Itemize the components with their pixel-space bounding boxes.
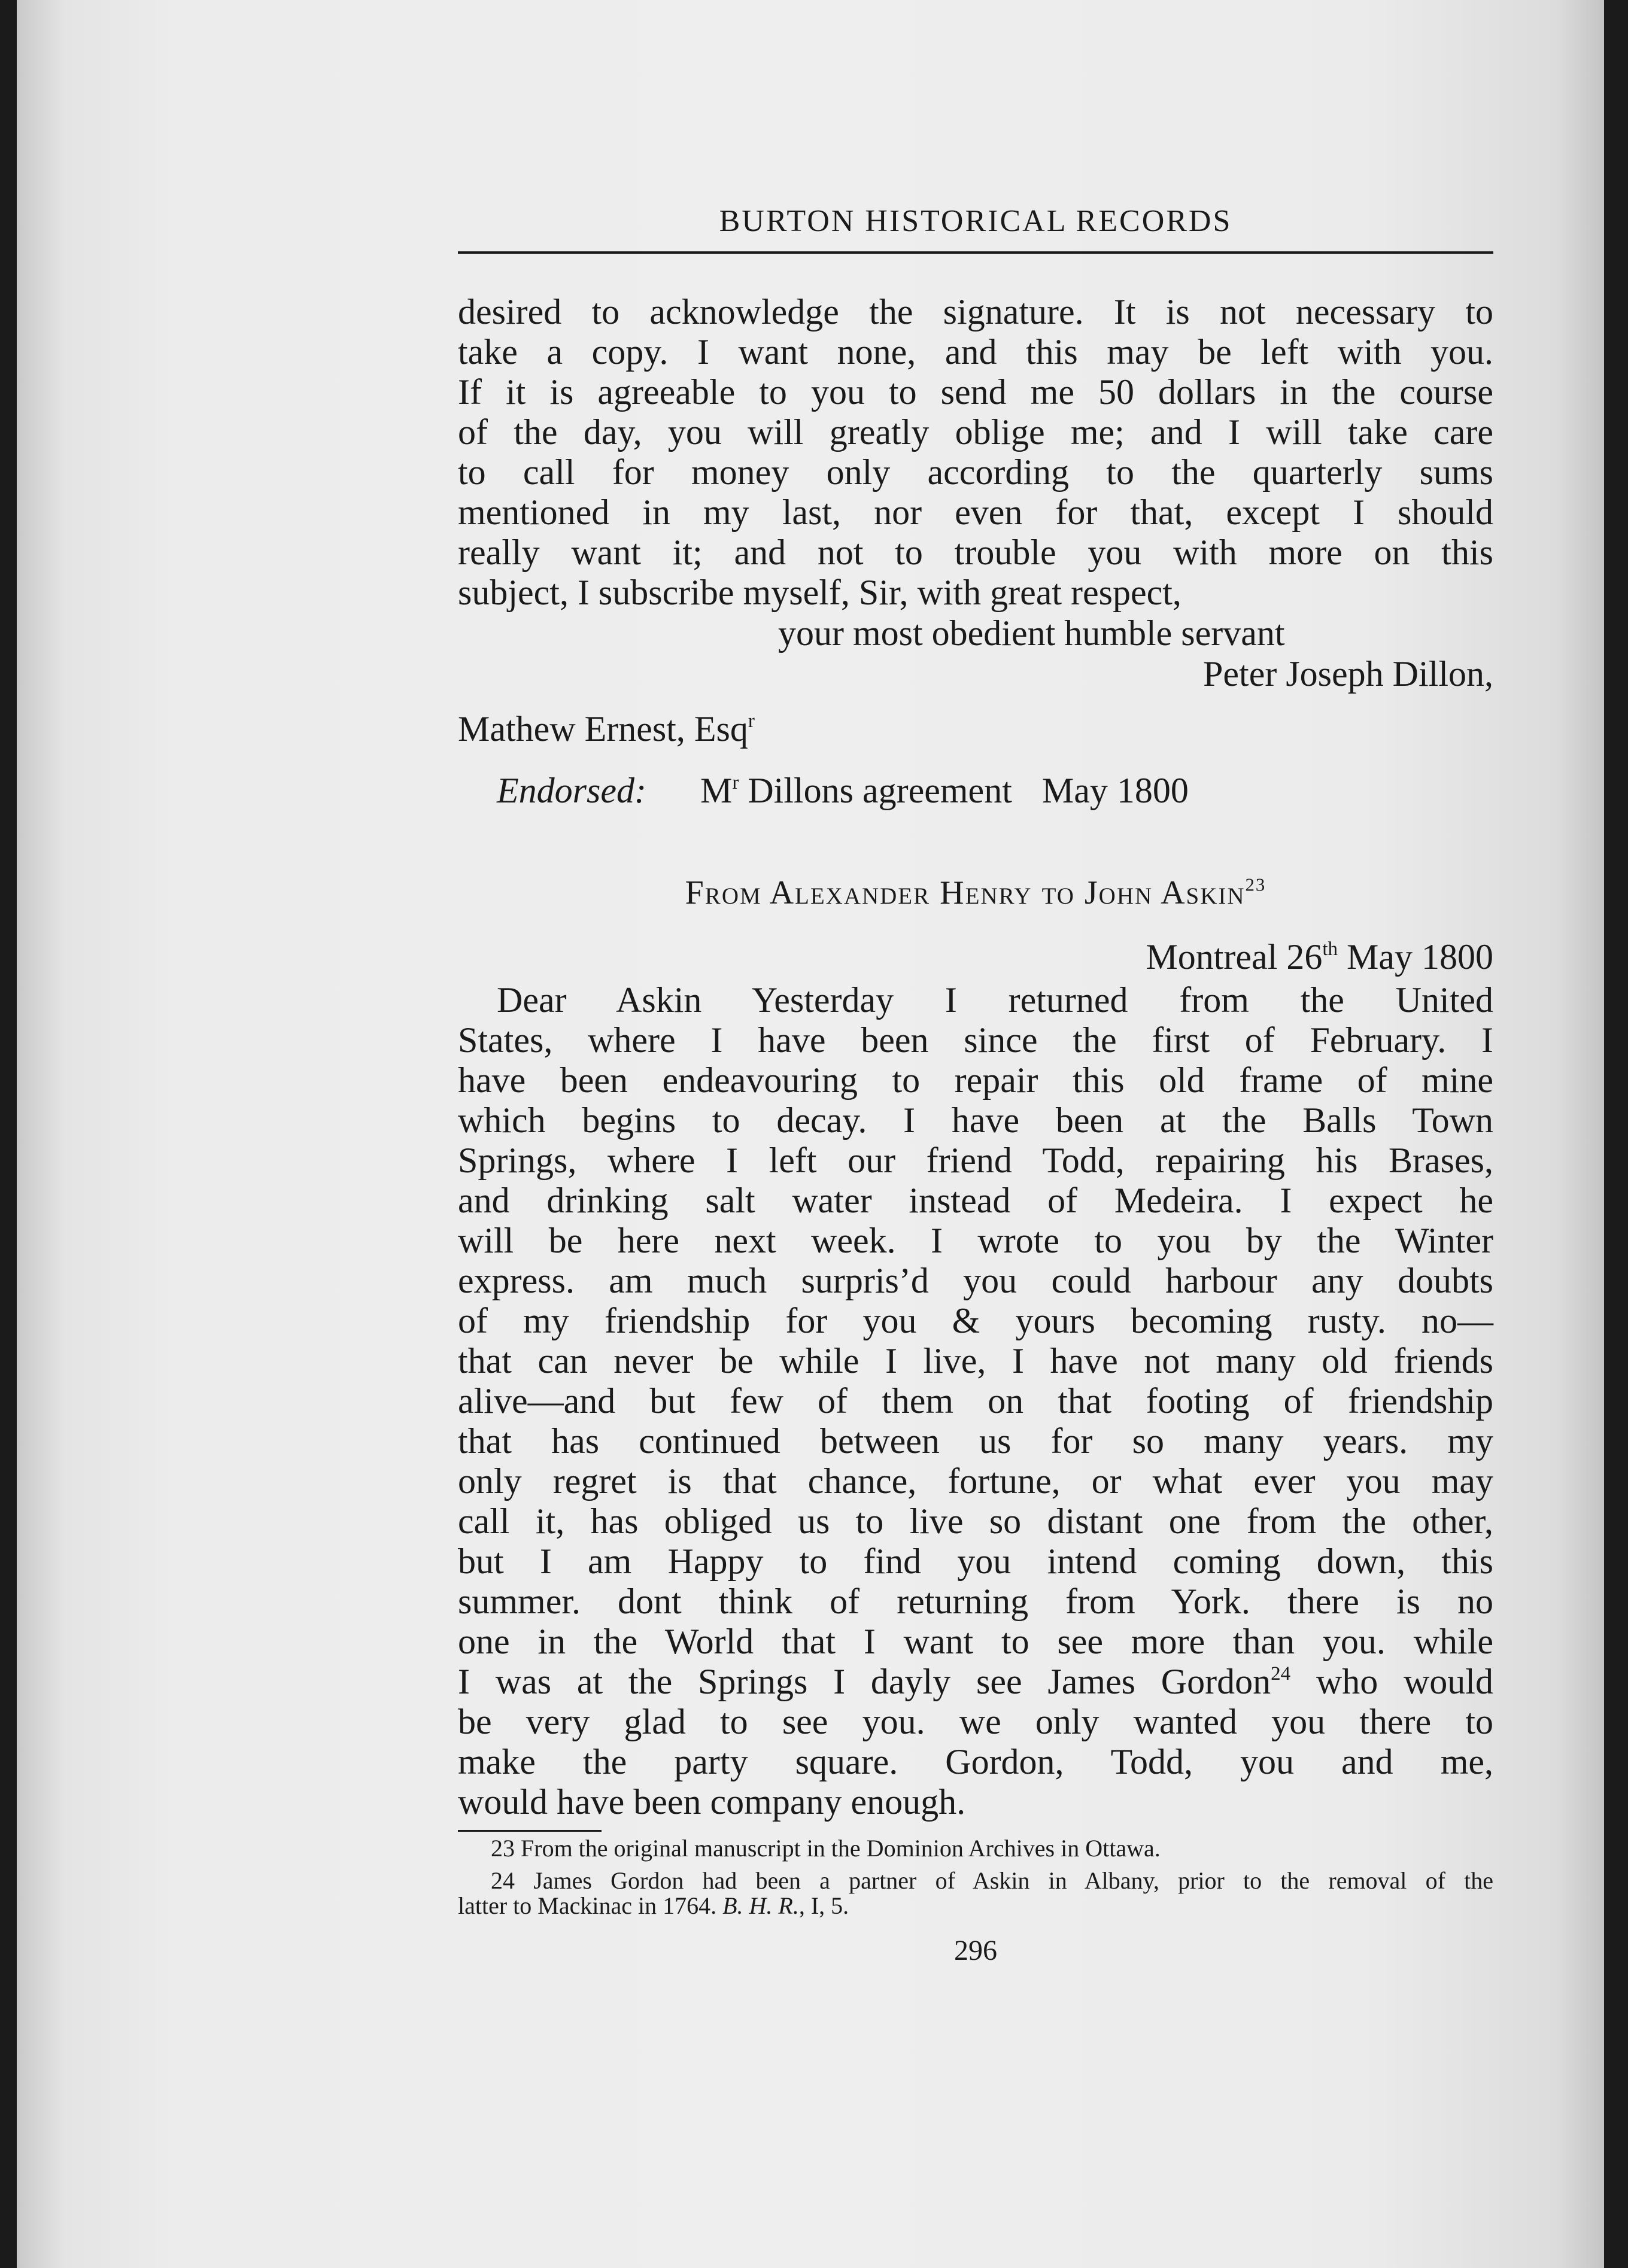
text-line: make the party square. Gordon, Todd, you and me, <box>458 1742 1493 1781</box>
text-line: call it, has obliged us to live so distant one from the other, <box>458 1501 1493 1541</box>
endorsed-label: Endorsed: <box>497 771 646 810</box>
text-line: have been endeavouring to repair this old frame of mine <box>458 1060 1493 1100</box>
text-line: mentioned in my last, nor even for that, except I should <box>458 492 1493 532</box>
footnote-23: 23 From the original manuscript in the Dominion Archives in Ottawa. <box>491 1835 1161 1862</box>
text-line: I was at the Springs I dayly see James Gordon$^{24}$ who would <box>458 1662 1493 1701</box>
footnote-rule <box>458 1830 602 1832</box>
text-line: that can never be while I live, I have not many old friends <box>458 1341 1493 1381</box>
text-line: one in the World that I want to see more than you. while <box>458 1622 1493 1661</box>
text-line: that has continued between us for so many years. my <box>458 1421 1493 1461</box>
text-line: and drinking salt water instead of Medeira. I expect he <box>458 1181 1493 1220</box>
footnote-ref-24: 24 <box>1271 1662 1291 1685</box>
footnote-24: 24 James Gordon had been a partner of Askin in Albany, prior to the removal of the latter to Mackinac in 1764. B. H. R., I, 5. <box>458 1867 1493 1919</box>
endorsement: Endorsed: $M^r$ Dillons agreement May 1800 <box>497 771 1189 810</box>
letter1-body <box>458 292 1493 613</box>
text-line: express. am much surpris’d you could harbour any doubts <box>458 1261 1493 1300</box>
letter2-body <box>458 980 1493 1822</box>
endorsed-date: May 1800 <box>1041 771 1189 810</box>
text-line: desired to acknowledge the signature. It is not necessary to <box>458 292 1493 332</box>
letter2-dateline: Montreal 26th May 1800 <box>1146 937 1493 977</box>
text-line: will be here next week. I wrote to you by the Winter <box>458 1221 1493 1260</box>
page-number: 296 <box>954 1935 997 1966</box>
text-line: which begins to decay. I have been at the Balls Town <box>458 1100 1493 1140</box>
text-line: take a copy. I want none, and this may be left with you. <box>458 332 1493 372</box>
letter1-addressee: Mathew Ernest, Esq$^r$ <box>458 709 755 749</box>
text-line: subject, I subscribe myself, Sir, with great respect, <box>458 573 1181 612</box>
letter1-closing: your most obedient humble servant <box>778 613 1285 653</box>
letter1-signature: Peter Joseph Dillon, <box>1203 654 1493 694</box>
section-heading: From Alexander Henry to John Askin$^{23}$ <box>685 874 1266 911</box>
text-line: Dear Askin Yesterday I returned from the United <box>497 980 1493 1020</box>
text-line: only regret is that chance, fortune, or what ever you may <box>458 1461 1493 1501</box>
text-line: alive—and but few of them on that footing of friendship <box>458 1381 1493 1421</box>
text-line: but I am Happy to find you intend coming down, this <box>458 1542 1493 1581</box>
text-line: of my friendship for you & yours becoming rusty. no— <box>458 1301 1493 1340</box>
text-line: If it is agreeable to you to send me 50 dollars in the course <box>458 372 1493 412</box>
text-line: be very glad to see you. we only wanted you there to <box>458 1702 1493 1741</box>
footnote-ref-23: 23 <box>1245 874 1266 895</box>
text-line: to call for money only according to the quarterly sums <box>458 452 1493 492</box>
running-header: BURTON HISTORICAL RECORDS <box>719 204 1232 238</box>
header-rule <box>458 251 1493 254</box>
text-line: summer. dont think of returning from York. there is no <box>458 1582 1493 1621</box>
text-line: really want it; and not to trouble you with more on this <box>458 533 1493 572</box>
text-line: States, where I have been since the first of February. I <box>458 1020 1493 1060</box>
text-line: Springs, where I left our friend Todd, repairing his Brases, <box>458 1141 1493 1180</box>
text-line: of the day, you will greatly oblige me; and I will take care <box>458 412 1493 452</box>
text-line: would have been company enough. <box>458 1782 966 1822</box>
